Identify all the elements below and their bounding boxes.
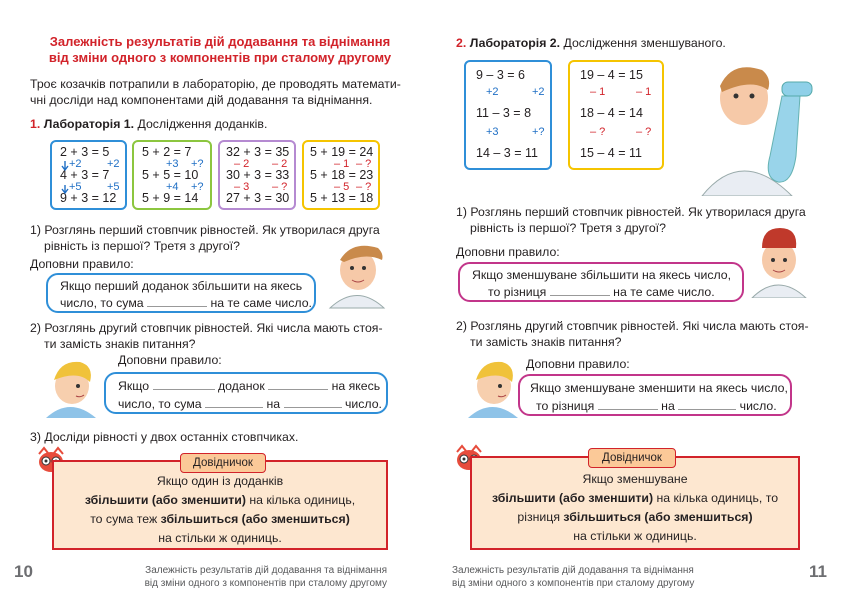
bubble-text: число, то сума — [118, 397, 202, 411]
equation: 15 – 4 = 11 — [580, 146, 642, 160]
intro-line: чні досліди над компонентами дій додавання та віднімання. — [30, 93, 373, 107]
task-number: 2. — [456, 36, 467, 50]
answer-blank[interactable] — [268, 379, 328, 390]
answer-blank[interactable] — [678, 399, 736, 410]
task-label: Лабораторія 2. — [469, 36, 561, 50]
bubble-text: Якщо — [118, 379, 150, 393]
bubble-text-line — [488, 284, 715, 300]
annotation: – ? — [356, 181, 372, 193]
answer-blank[interactable] — [205, 397, 263, 408]
page-footer — [145, 564, 387, 590]
question-line: 1) Розглянь перший стовпчик рівностей. Як утворилася друга — [456, 205, 806, 219]
bubble-text-line — [118, 396, 382, 412]
bubble-text-line — [60, 295, 312, 311]
rule-bubble-2 — [104, 372, 388, 414]
annotation: – ? — [590, 126, 606, 138]
bubble-text-line — [536, 398, 777, 414]
reference-line — [52, 510, 388, 529]
answer-blank[interactable] — [284, 397, 342, 408]
annotation: +4 — [166, 181, 179, 193]
reference-normal: різниця — [517, 510, 564, 524]
bubble-text: Якщо перший доданок збільшити на якесь — [60, 279, 303, 293]
page-footer — [452, 564, 694, 590]
annotation: – 1 — [334, 158, 350, 170]
equation: 5 + 9 = 14 — [142, 191, 199, 205]
cossack-boy-illustration — [322, 238, 392, 310]
equation: 5 + 2 = 7 — [142, 145, 192, 159]
reference-line: Якщо зменшуване — [582, 472, 688, 486]
bubble-text-line — [118, 378, 380, 394]
left-page — [0, 0, 421, 600]
question-line: рівність із першої? Третя з другої? — [44, 239, 240, 253]
question-3: 3) Досліди рівності у двох останніх стовпчиках. — [30, 430, 299, 444]
annotation: – ? — [636, 126, 652, 138]
page-title — [40, 34, 400, 66]
rule-bubble-1 — [458, 262, 744, 302]
task1-heading — [30, 116, 267, 132]
annotation: +3 — [486, 126, 499, 138]
reference-label: Довідничок — [588, 448, 676, 468]
annotation: – 1 — [636, 86, 652, 98]
equation: 11 – 3 = 8 — [476, 106, 532, 120]
task-text: Дослідження доданків. — [137, 117, 268, 131]
annotation: +5 — [107, 181, 120, 193]
blond-boy-illustration — [40, 356, 102, 418]
task-text: Дослідження зменшуваного. — [563, 36, 726, 50]
equation: 4 + 3 = 7 — [60, 168, 110, 182]
footer-line: Залежність результатів дій додавання та віднімання — [145, 565, 387, 576]
bubble-text: Якщо зменшуване збільшити на якесь число, — [472, 268, 732, 282]
reference-normal: то сума теж — [90, 512, 161, 526]
question-line: рівність із першої? Третя з другої? — [470, 221, 666, 235]
intro-line: Троє козачків потрапили в лабораторію, де проводять математи- — [30, 77, 401, 91]
equation: 27 + 3 = 30 — [226, 191, 290, 205]
bubble-text: доданок — [217, 379, 265, 393]
equation: 5 + 13 = 18 — [310, 191, 374, 205]
intro-text — [30, 76, 410, 108]
annotation: +? — [191, 158, 204, 170]
annotation: – 1 — [590, 86, 606, 98]
equation: 30 + 3 = 33 — [226, 168, 290, 182]
annotation: +2 — [69, 158, 82, 170]
reference-bold: збільшити (або зменшити) — [84, 493, 246, 507]
bubble-text: на якесь — [331, 379, 381, 393]
reference-line: на стільки ж одиниць. — [573, 529, 697, 543]
annotation: +2 — [107, 158, 120, 170]
annotation: – 2 — [272, 158, 288, 170]
question-line: ти замість знаків питання? — [44, 337, 196, 351]
answer-blank[interactable] — [147, 296, 207, 307]
equation: 5 + 5 = 10 — [142, 168, 199, 182]
reference-normal: на кілька одиниць, то — [653, 491, 779, 505]
reference-text — [470, 470, 800, 546]
equation-box-2 — [132, 140, 212, 210]
annotation: +5 — [69, 181, 82, 193]
equation-box-2 — [568, 60, 664, 170]
bubble-text: на те саме число. — [613, 285, 715, 299]
equation: 5 + 19 = 24 — [310, 145, 374, 159]
bubble-text: то різниця — [536, 399, 595, 413]
annotation: +2 — [532, 86, 545, 98]
bubble-text: на — [661, 399, 675, 413]
answer-blank[interactable] — [153, 379, 215, 390]
annotation: – 2 — [234, 158, 250, 170]
reference-label: Довідничок — [180, 453, 266, 473]
title-line: Залежність результатів дій додавання та віднімання — [49, 34, 391, 49]
boy-red-cap-illustration — [746, 222, 812, 298]
right-page — [422, 0, 843, 600]
blond-boy-illustration — [462, 356, 524, 418]
task-number: 1. — [30, 117, 41, 131]
annotation: +2 — [486, 86, 499, 98]
annotation: – ? — [356, 158, 372, 170]
bubble-text: на те саме число. — [210, 296, 312, 310]
page-number: 10 — [14, 562, 33, 581]
equation: 14 – 3 = 11 — [476, 146, 538, 160]
bubble-text: то різниця — [488, 285, 547, 299]
equation: 32 + 3 = 35 — [226, 145, 290, 159]
footer-line: Залежність результатів дій додавання та віднімання — [452, 565, 694, 576]
reference-line: на стільки ж одиниць. — [158, 531, 282, 545]
reference-line — [52, 491, 388, 510]
equation: 9 + 3 = 12 — [60, 191, 117, 205]
complete-rule-label: Доповни правило: — [118, 353, 222, 367]
bubble-text: число. — [739, 399, 777, 413]
task2-heading — [456, 35, 726, 51]
equation-box-1 — [464, 60, 552, 170]
question-line: 2) Розглянь другий стовпчик рівностей. Які числа мають стоя- — [30, 321, 383, 335]
reference-bold: збільшиться (або зменшиться) — [563, 510, 753, 524]
equation: 19 – 4 = 15 — [580, 68, 643, 82]
annotation: – 3 — [234, 181, 250, 193]
answer-blank[interactable] — [598, 399, 658, 410]
page-number: 11 — [809, 562, 827, 581]
reference-bold: збільшиться (або зменшиться) — [160, 512, 350, 526]
complete-rule-label: Доповни правило: — [456, 245, 560, 259]
footer-line: від зміни одного з компонентів при сталому другому — [144, 578, 387, 589]
reference-line: Якщо один із доданків — [156, 474, 284, 488]
equation: 2 + 3 = 5 — [60, 145, 110, 159]
reference-line — [470, 489, 800, 508]
equation-box-4 — [302, 140, 380, 210]
complete-rule-label: Доповни правило: — [30, 257, 134, 271]
rule-bubble-1 — [46, 273, 316, 313]
equation: 9 – 3 = 6 — [476, 68, 525, 82]
task-label: Лабораторія 1. — [43, 117, 135, 131]
reference-bold: збільшити (або зменшити) — [491, 491, 654, 505]
annotation: +? — [532, 126, 545, 138]
equation: 18 – 4 = 14 — [580, 106, 643, 120]
reference-normal: на кілька одиниць, — [245, 493, 356, 507]
boy-with-flask-illustration — [692, 56, 822, 196]
bubble-text: число, то сума — [60, 296, 144, 310]
answer-blank[interactable] — [550, 285, 610, 296]
question-2 — [30, 320, 400, 352]
bubble-text: на — [266, 397, 281, 411]
annotation: +? — [191, 181, 204, 193]
rule-bubble-2 — [518, 374, 792, 416]
annotation: – ? — [272, 181, 288, 193]
equation-box-3 — [218, 140, 296, 210]
question-line: 2) Розглянь другий стовпчик рівностей. Які числа мають стоя- — [456, 319, 809, 333]
annotation: +3 — [166, 158, 179, 170]
bubble-text: число. — [344, 397, 382, 411]
equation: 5 + 18 = 23 — [310, 168, 374, 182]
title-line: від зміни одного з компонентів при сталому другому — [48, 50, 392, 65]
reference-text — [52, 472, 388, 548]
footer-line: від зміни одного з компонентів при сталому другому — [452, 578, 695, 589]
question-line: 1) Розглянь перший стовпчик рівностей. Як утворилася друга — [30, 223, 380, 237]
equation-box-1 — [50, 140, 127, 210]
reference-line — [470, 508, 800, 527]
question-2 — [456, 318, 826, 350]
complete-rule-label: Доповни правило: — [526, 357, 630, 371]
question-line: ти замість знаків питання? — [470, 335, 622, 349]
annotation: – 5 — [334, 181, 350, 193]
bubble-text: Якщо зменшуване зменшити на якесь число, — [530, 381, 788, 395]
